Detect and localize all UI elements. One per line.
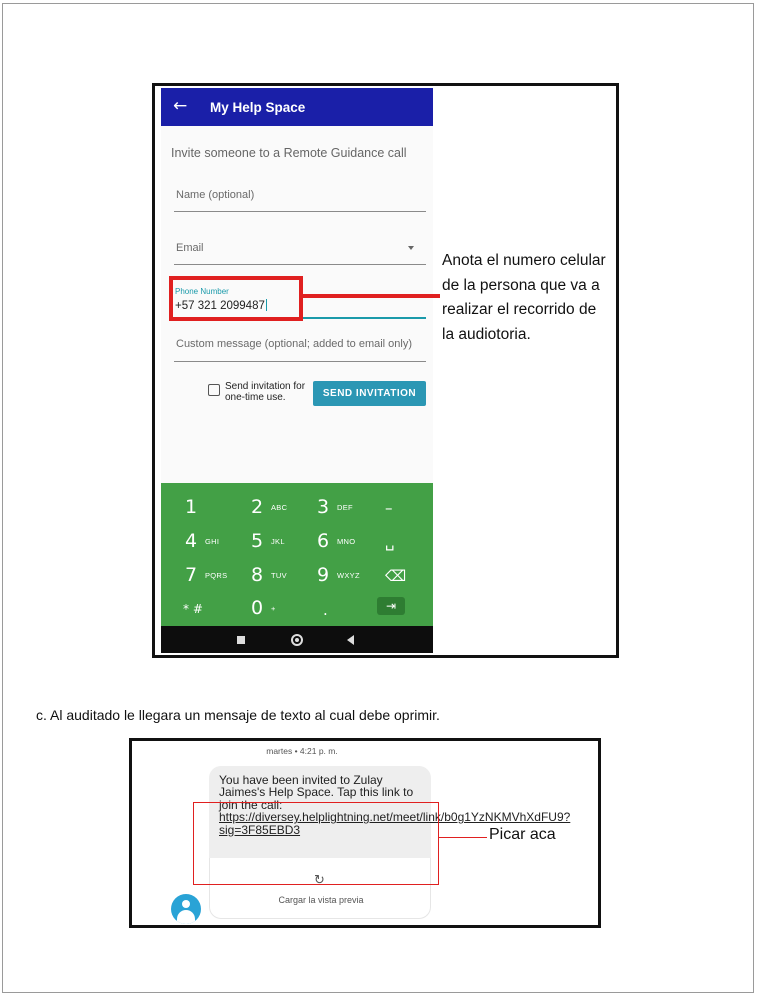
- key-6[interactable]: [293, 522, 359, 556]
- invite-heading: Invite someone to a Remote Guidance call: [171, 146, 407, 160]
- arrow-left-icon[interactable]: ←: [173, 96, 188, 116]
- key-digit: 8: [251, 564, 264, 586]
- custom-message-field[interactable]: [174, 332, 426, 362]
- email-field[interactable]: [174, 228, 426, 265]
- key-digit: 4: [185, 530, 198, 552]
- link-callout-text: Picar aca: [489, 826, 556, 843]
- back-triangle-icon[interactable]: [347, 635, 354, 645]
- space-key[interactable]: [359, 522, 425, 556]
- phone-callout-line: [303, 294, 440, 298]
- key-2[interactable]: [227, 488, 293, 522]
- key-symbol: .: [323, 601, 328, 619]
- key-digit: 7: [185, 564, 198, 586]
- tab-icon: ⇥: [377, 597, 405, 615]
- avatar-head: [182, 900, 190, 908]
- key-0[interactable]: [227, 589, 293, 623]
- key-digit: 6: [317, 530, 330, 552]
- help-space-app: [161, 88, 433, 653]
- key-7[interactable]: [161, 556, 227, 590]
- key-letters: GHI: [205, 537, 220, 546]
- phone-label: Phone Number: [175, 287, 229, 296]
- chevron-down-icon[interactable]: [408, 246, 414, 250]
- key-letters: JKL: [271, 537, 285, 546]
- key-digit: 5: [251, 530, 264, 552]
- key-symbol: –: [385, 499, 393, 517]
- phone-highlight-box: [169, 276, 303, 321]
- invite-screenshot: [152, 83, 619, 658]
- key-symbol: ␣: [385, 533, 395, 551]
- key-digit: 2: [251, 496, 264, 518]
- key-symbol: ⌫: [385, 567, 407, 585]
- key-4[interactable]: [161, 522, 227, 556]
- instruction-text: c. Al auditado le llegara un mensaje de texto al cual debe oprimir.: [36, 707, 440, 723]
- app-title: My Help Space: [210, 100, 306, 115]
- name-placeholder: Name (optional): [176, 189, 255, 201]
- person-avatar-icon: [171, 894, 201, 924]
- key-letters: ABC: [271, 503, 288, 512]
- android-nav-bar: [161, 626, 433, 653]
- key-1[interactable]: [161, 488, 227, 522]
- minus-key[interactable]: [359, 488, 425, 522]
- key-digit: 9: [317, 564, 330, 586]
- key-letters: DEF: [337, 503, 353, 512]
- link-callout-line: [439, 837, 487, 838]
- numeric-keypad: [161, 483, 433, 626]
- key-digit: 0: [251, 597, 264, 619]
- app-bar: [161, 88, 433, 126]
- sms-link[interactable]: https://diversey.helplightning.net/meet/link/b0g1YzNKMVhXdFU9?sig=3F85EBD3: [219, 810, 571, 837]
- tab-key[interactable]: [359, 589, 425, 623]
- key-letters: +: [271, 604, 276, 613]
- key-digit: 1: [185, 496, 198, 518]
- key-symbol: * #: [183, 602, 203, 616]
- key-8[interactable]: [227, 556, 293, 590]
- checkbox-label: Send invitation for one-time use.: [225, 381, 306, 403]
- key-letters: TUV: [271, 571, 287, 580]
- message-placeholder: Custom message (optional; added to email only): [176, 338, 413, 350]
- name-field[interactable]: [174, 176, 426, 212]
- sms-body: You have been invited to Zulay Jaimes's Help Space. Tap this link to join the call:: [219, 773, 414, 812]
- key-letters: PQRS: [205, 571, 228, 580]
- send-invitation-button[interactable]: SEND INVITATION: [313, 381, 426, 406]
- refresh-icon[interactable]: ↻: [314, 873, 325, 888]
- home-icon[interactable]: [291, 634, 303, 646]
- sms-timestamp: martes • 4:21 p. m.: [266, 746, 338, 756]
- key-3[interactable]: [293, 488, 359, 522]
- backspace-key[interactable]: [359, 556, 425, 590]
- key-9[interactable]: [293, 556, 359, 590]
- star-hash-key[interactable]: [161, 589, 227, 623]
- one-time-checkbox[interactable]: [208, 384, 220, 396]
- phone-value: +57 321 2099487: [175, 300, 265, 312]
- key-digit: 3: [317, 496, 330, 518]
- link-highlight-box: [193, 802, 439, 885]
- preview-label: Cargar la vista previa: [278, 895, 364, 905]
- sms-screenshot: [129, 738, 601, 928]
- period-key[interactable]: [293, 589, 359, 623]
- avatar-body: [177, 910, 195, 924]
- key-letters: MNO: [337, 537, 356, 546]
- key-5[interactable]: [227, 522, 293, 556]
- phone-callout-text: Anota el numero celular de la persona que va a realizar el recorrido de la audiotoria.: [442, 252, 606, 343]
- key-letters: WXYZ: [337, 571, 360, 580]
- email-placeholder: Email: [176, 242, 204, 254]
- recents-icon[interactable]: [237, 636, 245, 644]
